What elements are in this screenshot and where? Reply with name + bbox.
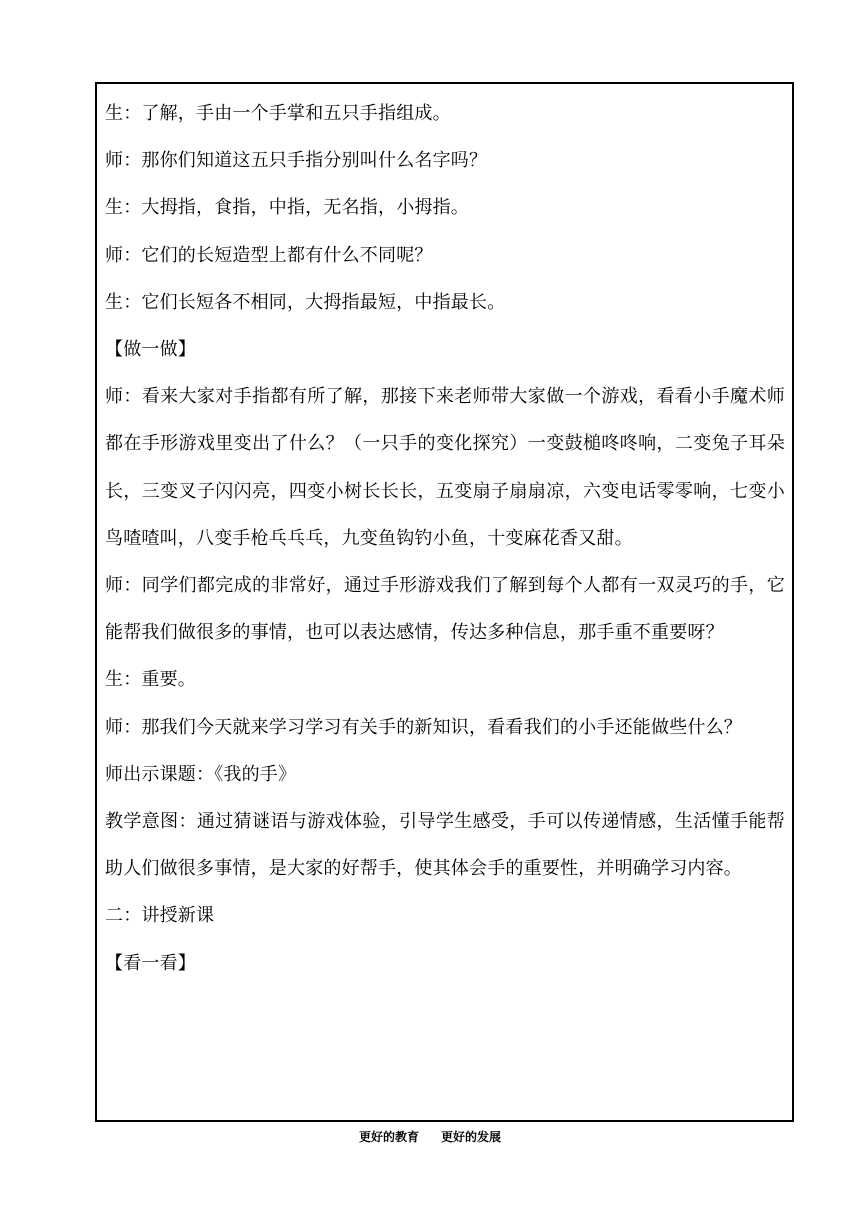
dialogue-line: 生：大拇指，食指，中指，无名指，小拇指。: [105, 197, 469, 219]
dialogue-line: 师：它们的长短造型上都有什么不同呢？: [105, 244, 433, 266]
lesson-content: [105, 90, 785, 987]
footer-right-slogan: 更好的发展: [441, 1130, 502, 1144]
dialogue-line: 生：了解，手由一个手掌和五只手指组成。: [105, 103, 451, 124]
lesson-table-cell: [95, 82, 794, 1122]
dialogue-paragraph: 师：那我们今天就来学习学习有关手的新知识，看看我们的小手还能做些什么？: [105, 716, 742, 738]
dialogue-line: 生：它们长短各不相同，大拇指最短，中指最长。: [105, 291, 506, 313]
dialogue-paragraph: 师：同学们都完成的非常好，通过手形游戏我们了解到每个人都有一双灵巧的手，它能帮我们做很多的事情，也可以表达感情，传达多种信息，那手重不重要呀？: [105, 575, 785, 644]
dialogue-line: 生：重要。: [105, 669, 196, 691]
dialogue-line: 师：那你们知道这五只手指分别叫什么名字吗？: [105, 150, 488, 172]
page-footer: [0, 1129, 860, 1145]
section-heading-new-lesson: 二：讲授新课: [105, 905, 215, 927]
lesson-title-line: 师出示课题：《我的手》: [105, 763, 297, 785]
teaching-intent: 教学意图：通过猜谜语与游戏体验，引导学生感受，手可以传递情感，生活懂手能帮助人们做很多事情，是大家的好帮手，使其体会手的重要性，并明确学习内容。: [105, 811, 785, 880]
section-heading-look: 【看一看】: [105, 952, 196, 974]
footer-left-slogan: 更好的教育: [358, 1130, 419, 1144]
section-heading-do: 【做一做】: [105, 339, 196, 361]
dialogue-paragraph: 师：看来大家对手指都有所了解，那接下来老师带大家做一个游戏，看看小手魔术师都在手形游戏里变出了什么？（一只手的变化探究）一变鼓槌咚咚响，二变兔子耳朵长，三变叉子闪闪亮，四变小树长长长，五变扇子扇扇凉，六变电话零零响，七变小鸟喳喳叫，八变手枪乓乓乓，九变鱼钩钓小鱼，十变麻花香又甜。: [105, 386, 785, 549]
